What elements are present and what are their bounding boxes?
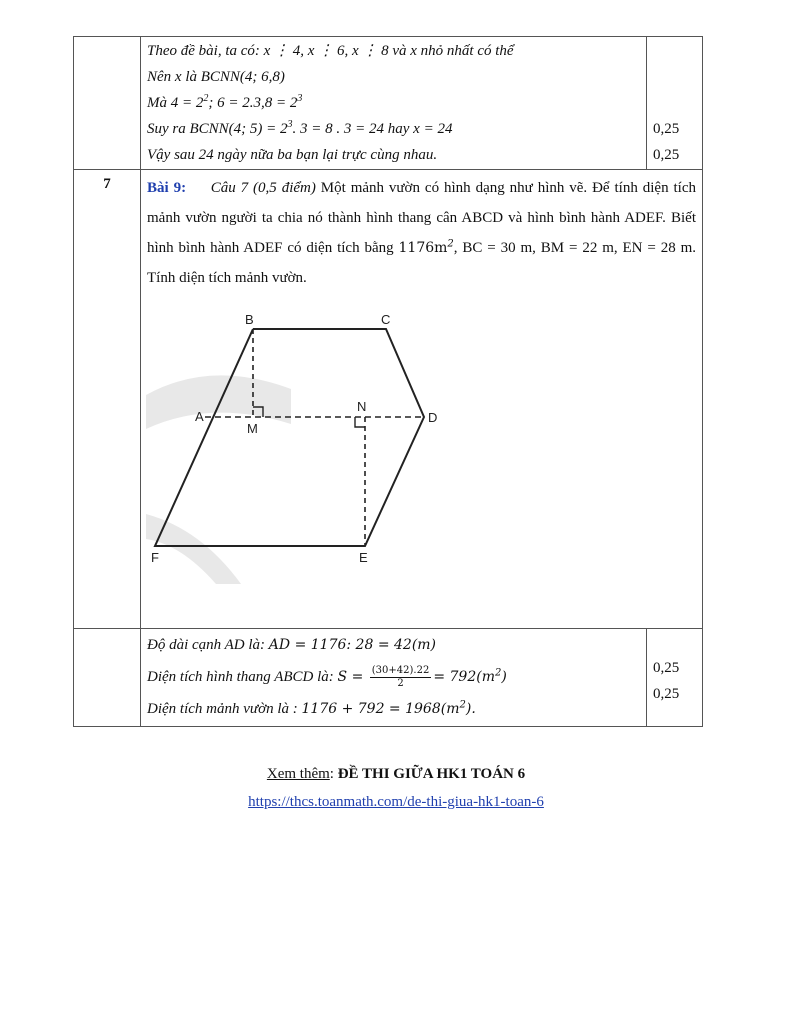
watermark-shape [146, 514, 241, 584]
score-value: 0,25 [653, 147, 680, 163]
score-value: 0,25 [653, 686, 680, 702]
label-D: D [428, 410, 438, 425]
question-text [141, 170, 702, 293]
score-value: 0,25 [653, 660, 680, 676]
see-more-line [0, 766, 792, 783]
question-cell [141, 170, 703, 629]
see-more-link-line [0, 794, 792, 811]
exp: 2 [494, 667, 502, 679]
answer-line-2 [141, 660, 646, 694]
answer-line-2-c: ) [501, 669, 507, 685]
table-row-question [74, 170, 703, 629]
answer-line-1-math: AD = 1176: 28 = 42(m) [268, 637, 437, 653]
see-more-label: Xem thêm [266, 766, 330, 782]
answer-line-3-text: Diện tích mảnh vườn là : [147, 701, 302, 717]
bai-label: Bài 9: [147, 180, 187, 196]
prev-line-3 [141, 90, 646, 116]
label-N: N [357, 399, 367, 414]
fraction-denominator: 2 [397, 678, 404, 690]
prev-line-5: Vậy sau 24 ngày nữa ba bạn lại trực cùng nhau. [147, 147, 438, 163]
question-number-cell-empty [74, 629, 141, 727]
see-more-title: ĐỀ THI GIỮA HK1 TOÁN 6 [337, 766, 526, 782]
answer-line-3-c: ). [465, 701, 476, 717]
table-row-prev [74, 37, 703, 170]
prev-line-1: Theo đề bài, ta có: x ⋮ 4, x ⋮ 6, x ⋮ 8 và x nhỏ nhất có thể [147, 43, 514, 59]
label-M: M [247, 421, 258, 436]
question-text-b: , BC = 30 m, BM = 22 m, EN = 28 m. Tính diện tích mảnh vườn. [147, 240, 697, 286]
answer-line-2-text: Diện tích hình thang ABCD là: [147, 669, 338, 685]
answer-cell [141, 629, 647, 727]
prev-line-4-b: . 3 = 8 . 3 = 24 hay x = 24 [292, 121, 453, 137]
answer-line-3-math [302, 701, 476, 717]
cau-label: Câu 7 (0,5 điểm) [210, 180, 316, 196]
area-number: 1176m [398, 240, 448, 256]
exp: 2 [447, 238, 454, 250]
answer-line-2-b: = 792(m [433, 669, 495, 685]
answer-line-2-s: S = [337, 669, 368, 685]
question-number-cell-empty [74, 37, 141, 170]
exp: 2 [203, 93, 209, 104]
fraction [370, 665, 432, 690]
exp: 2 [459, 699, 466, 711]
prev-line-3-a: Mà 4 = 2 [147, 95, 204, 111]
answer-line-3-b: 1176 + 792 = 1968(m [301, 701, 460, 717]
see-more-link[interactable]: https://thcs.toanmath.com/de-thi-giua-hk1-toan-6 [248, 794, 544, 810]
answer-line-3 [141, 694, 646, 724]
label-E: E [359, 550, 368, 565]
garden-figure [141, 299, 701, 589]
exp: 3 [297, 93, 303, 104]
prev-line-3-b: ; 6 = 2.3,8 = 2 [208, 95, 298, 111]
answer-line-1-text: Độ dài cạnh AD là: [147, 637, 269, 653]
see-more-colon: : [329, 766, 338, 782]
score-cell [647, 37, 703, 170]
score-cell [647, 629, 703, 727]
answer-line-2-math [433, 669, 506, 685]
label-B: B [245, 312, 254, 327]
solution-table [73, 36, 703, 727]
label-C: C [381, 312, 391, 327]
area-value [399, 240, 454, 256]
prev-line-4 [141, 116, 646, 142]
exp: 3 [287, 119, 293, 130]
table-row-answer [74, 629, 703, 727]
prev-line-2: Nên x là BCNN(4; 6,8) [147, 69, 285, 85]
question-number: 7 [74, 170, 141, 629]
prev-line-4-a: Suy ra BCNN(4; 5) = 2 [147, 121, 288, 137]
score-value: 0,25 [653, 121, 680, 137]
label-F: F [151, 550, 159, 565]
prev-solution-cell [141, 37, 647, 170]
question-text-a: Một mảnh vườn có hình dạng như hình vẽ. Để tính diện tích mảnh vườn người ta chia nó thành hình thang cân ABCD và hình bình hành ADEF. Biết hình bình hành ADEF có diện tích bằng [147, 180, 697, 256]
right-angle-mark-N [355, 417, 365, 427]
answer-line-1 [141, 630, 646, 660]
fraction-numerator: (30+42).22 [371, 665, 430, 677]
watermark-shape [146, 375, 291, 429]
label-A: A [195, 409, 204, 424]
garden-outline [155, 329, 424, 546]
